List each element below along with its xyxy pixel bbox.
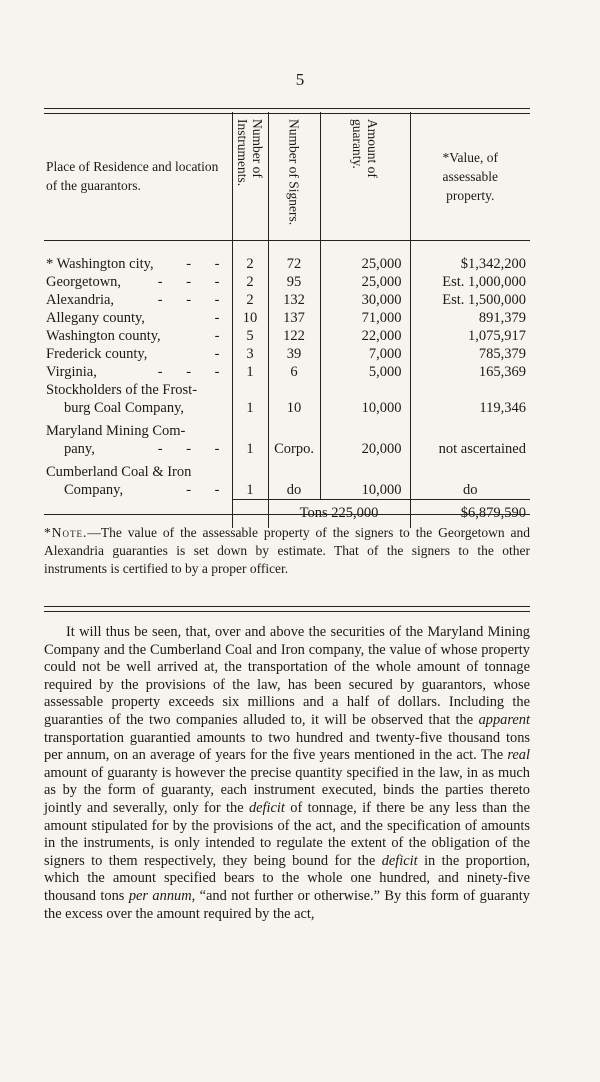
table-row: Washington county, - 5 122 22,000 1,075,917 [44,327,530,345]
table-row: Maryland Mining Com- pany, - - - 1 Corpo. 20,000 not ascertained [44,417,530,458]
table-row: Stockholders of the Frost- burg Coal Company, 1 10 10,000 119,346 [44,381,530,417]
header-value: *Value, of assessable property. [410,112,530,241]
table-row: Georgetown, - - - 2 95 25,000 Est. 1,000,000 [44,273,530,291]
total-amount: Tons 225,000 [268,499,410,528]
table-row: Virginia, - - - 1 6 5,000 165,369 [44,363,530,381]
header-amount: Amount of guaranty. [320,112,410,241]
page-number: 5 [295,70,305,89]
total-value: $6,879,590 [410,499,530,528]
table-row: * Washington city, - - 2 72 25,000 $1,342,200 [44,241,530,274]
table-row: Allegany county, - 10 137 71,000 891,379 [44,309,530,327]
header-instruments: Number of Instruments. [232,112,268,241]
guarantors-table [44,112,530,528]
body-paragraph: It will thus be seen, that, over and above the securities of the Maryland Mining Company and the Cumberland Coal and Iron company, the value of whose property could not be well arrived at, the transportation of the whole amount of tonnage required by the provisions of the law, has been secured by guarantors, whose assessable property exceeds six millions and a half of dollars. Including the guaranties of the two companies alluded to, it will be observed that the apparent transportation guarantied amounts to two hundred and twenty-five thousand tons per annum, on an average of years for the five years mentioned in the act. The real amount of guaranty is however the precise quantity specified in the law, in as much as by the form of guaranty, each instrument executed, binds the parties thereto jointly and severally, only for the deficit of tonnage, if there be any less than the amount stipulated for by the provisions of the act, and the specification of amounts in the instruments, is only intended to regulate the extent of the obligation of the signers to them respectively, they being bound for the deficit in the proportion, which the amount specified bears to the whole one hundred, and ninety-five thousand tons per annum, “and not further or otherwise.” By this form of guaranty the excess over the amount required by the act, [44,624,531,922]
table-row: Cumberland Coal & Iron Company, - - 1 do 10,000 do [44,458,530,499]
header-place: Place of Residence and location of the guarantors. [44,112,232,241]
footnote: *Note.—The value of the assessable property of the signers to the Georgetown and Alexandria guaranties is set down by estimate. That of the signers to the other instruments is certified to by a proper officer. [44,525,530,576]
header-signers: Number of Signers. [268,112,320,241]
note-top-rule [44,514,530,517]
section-divider-rule [44,606,530,612]
table-row: Frederick county, - 3 39 7,000 785,379 [44,345,530,363]
table-row: Alexandria, - - - 2 132 30,000 Est. 1,500,000 [44,291,530,309]
